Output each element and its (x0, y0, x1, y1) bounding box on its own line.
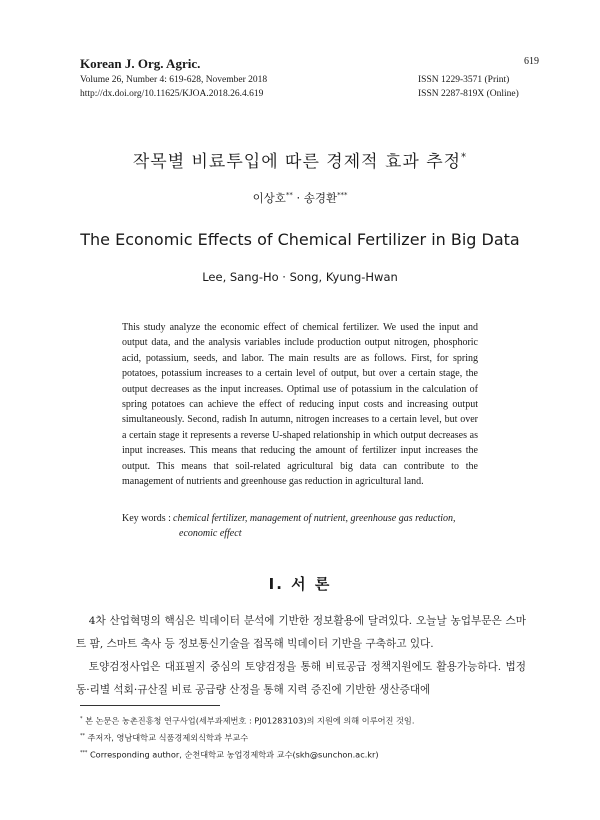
footnotes (80, 712, 520, 764)
footnote-divider (80, 705, 220, 706)
body-paragraph-2: 토양검정사업은 대표필지 중심의 토양검정을 통해 비료공급 정책지원에도 활용가능하다. 법정 동·리별 석회·규산질 비료 공급량 산정을 통해 지력 증진에 기반한 생산증대에 (76, 661, 526, 696)
body-text (76, 610, 526, 702)
paper-title-korean-text: 작목별 비료투입에 따른 경제적 효과 추정 (132, 152, 462, 172)
journal-doi[interactable]: http://dx.doi.org/10.11625/KJOA.2018.26.4.619 (80, 89, 264, 99)
footnote-1-mark: * (80, 716, 83, 722)
abstract: This study analyze the economic effect of chemical fertilizer. We used the input and output data, and the analysis variables include production output nitrogen, phosphoric acid, potassium, seeds, and labor. The main results are as follows. First, for spring potatoes, potassium increases to a certain level of output, but over a certain stage, the output decreases as the input increases. Optimal use of potassium in the calculation of spring potatoes can achieve the effect of reducing input costs and increasing output simultaneously. Second, radish In autumn, nitrogen increases to a certain level, but over a certain stage it represents a reverse U-shaped relationship in which output decreases as input increases. This means that reducing the amount of fertilizer input increases the output. This means that soil-related agricultural big data can contribute to the management of nutrients and greenhouse gas reduction in agricultural land. (122, 322, 478, 488)
footnote-2-text: 주저자, 영남대학교 식품경제외식학과 부교수 (87, 732, 249, 743)
author-separator: · (296, 191, 301, 205)
keywords-text-2: economic effect (179, 528, 242, 539)
issn-online: ISSN 2287-819X (Online) (418, 89, 519, 99)
page-number: 619 (524, 56, 539, 67)
paper-title-korean (0, 147, 600, 172)
body-paragraph-1: 4차 산업혁명의 핵심은 빅데이터 분석에 기반한 정보활용에 달려있다. 오늘날 농업부문은 스마트 팜, 스마트 축사 등 정보통신기술을 접목해 빅데이터 기반을 구축하고 있다. (76, 615, 526, 650)
issn-print: ISSN 1229-3571 (Print) (418, 75, 510, 85)
journal-volume: Volume 26, Number 4: 619-628, November 2018 (80, 75, 268, 85)
author-second-korean: 송경환 (303, 191, 338, 205)
footnote-3-text: Corresponding author, 순천대학교 농업경제학과 교수(skh@sunchon.ac.kr) (89, 750, 379, 761)
footnote-3-mark: *** (80, 750, 88, 757)
paper-title-english: The Economic Effects of Chemical Fertilizer in Big Data (80, 230, 520, 249)
journal-name: Korean J. Org. Agric. (80, 56, 201, 71)
footnote-1-text: 본 논문은 농촌진흥청 연구사업(세부과제번호 : PJ01283103)의 지원에 의해 이루어진 것임. (85, 715, 415, 726)
author-first-mark: ** (285, 191, 293, 200)
title-footnote-mark: * (461, 152, 468, 164)
authors-korean (0, 190, 600, 206)
author-first-korean: 이상호 (252, 191, 286, 205)
author-second-mark: *** (337, 191, 348, 200)
footnote-2 (80, 729, 520, 746)
section-heading: Ⅰ. 서 론 (268, 575, 332, 593)
keywords-label: Key words : (122, 513, 171, 524)
keywords-line-1 (122, 511, 482, 526)
footnote-3 (80, 746, 520, 763)
footnote-1 (80, 712, 520, 729)
footnote-2-mark: ** (80, 733, 85, 740)
keywords (122, 511, 482, 541)
authors-english: Lee, Sang-Ho · Song, Kyung-Hwan (202, 270, 398, 284)
keywords-text-1: chemical fertilizer, management of nutrient, greenhouse gas reduction, (173, 513, 456, 524)
